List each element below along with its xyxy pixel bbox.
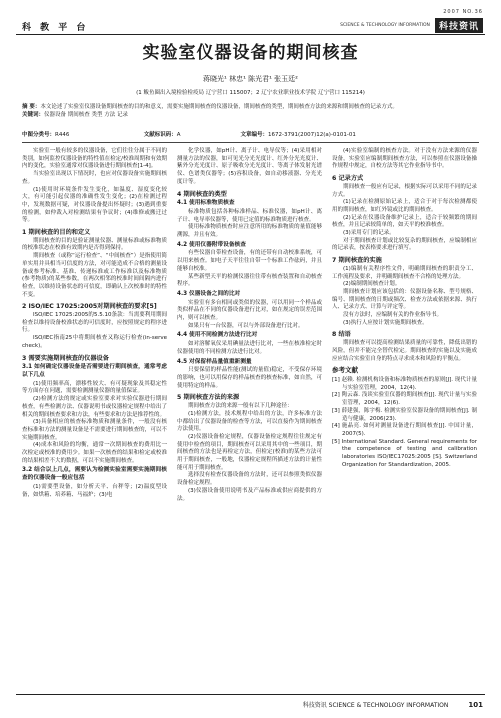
paragraph: (2)编制期间核查计划。 — [343, 281, 401, 288]
section-heading: 6 记录方式 — [332, 175, 364, 183]
paragraph: (2)记录在仪器设备维护记录上，适合于较频繁的期间核查，并且记录较简单的，如天平的校准核查。 — [332, 214, 477, 229]
footer-magazine: 科技资讯 SCIENCE & TECHNOLOGY INFORMATION — [302, 702, 449, 709]
paragraph: 期间核查（或称“运行检查”、“中间核查”）是指使用简单实用并具相当可信度的方法，对可能造成不合格的测量设备或参考标准、基准、传递标准或工作标准以及标准物质(参考物质)的某些参数，在两次相邻的校准时间间隔内进行检查，以维持设备状态的可信度，即确认上次校准时的特性不变。 — [22, 253, 167, 298]
paragraph: (4)实验室编制的核查方法。对于没有方法来源的仪器设备，实验室应编制期间核查方法，可以参照在仪器设备操作规程中规定，自校方法等其它作业指导书中。 — [332, 148, 477, 170]
subsection-heading: 4.4 使用不同检测方法进行比对 — [177, 332, 258, 339]
keywords-text: 仪器设备 期间核查 类型 方法 记录 — [44, 111, 129, 118]
subsection-heading: 4.3 仪器设备之间的比对 — [177, 290, 241, 297]
section-heading: 1 期间核查的目的和定义 — [22, 229, 91, 237]
reference-item: [1] 赵赖. 检测机构设备和标准物质核查的原则[J]. 现代计量与实验室管理，2004，12(4). — [332, 376, 477, 391]
article-no-value: 1672-3791(2007)12(a)-0101-01 — [268, 132, 356, 138]
keywords — [22, 112, 479, 120]
paragraph: 期间核查的目的是验证测量仪器、测量标准或标准物质的校准状态在校准有效期内是否得到保持。 — [22, 237, 167, 252]
section-heading: 3 需要实施期间核查的仪器设备 — [22, 354, 109, 362]
brand-badge: 科技资讯 — [435, 18, 483, 33]
reference-item: [4] 施晶亮. 如何对测量设备进行期间核查[J]. 中国计量，2007(5). — [332, 423, 477, 437]
article-title: 实验室仪器设备的期间核查 — [142, 43, 359, 63]
reference-item: [5] International Standard. General requirements for the competence of testing and calibration laboratories ISO/IEC17025:2005 [S]. Switzerland Organization for Standardization, 2005. — [332, 438, 477, 468]
paragraph: (3)执行人应按计划实施期间核查。 — [343, 319, 428, 326]
paragraph: 有些仪器自带检查设备，有的还带有自动校准系统，可以用来核查。如电子天平往往自带一个标准工作砝码，并且能够自校准。 — [177, 250, 322, 272]
section-label: 科 教 平 台 — [22, 23, 89, 33]
header-rule — [16, 34, 485, 35]
paragraph: ISO/IEC指南25中将期间核查又称运行检查(in-serve check)。 — [22, 335, 167, 349]
paragraph: (1)需要型设备，如分析天平、台秤等；(2)温度型设备，如烘箱、培养箱、马福炉；(3)电 — [22, 483, 167, 498]
section-heading: 5 期间核查方法的来源 — [177, 394, 240, 402]
keywords-label: 关键词： — [22, 111, 45, 118]
issue-number: 2007 NO.36 — [443, 9, 483, 15]
abstract-label: 摘 要： — [22, 104, 41, 110]
paragraph: (1)使用频率高，漂移性较大、有可疑现象及其稳定性等方面存在问题，需要检测测量仪器的量值保证。 — [22, 380, 167, 395]
paragraph: 如果只有一台仪器，可以与外部设备进行比对。 — [188, 322, 304, 329]
footer-rule — [16, 694, 485, 695]
masthead — [340, 9, 483, 34]
article-no-label: 文章编号： — [240, 132, 269, 138]
subsection-heading: 4.2 使用仪器附带设备核查 — [177, 241, 246, 248]
paragraph: 只要保留的样品性能(测试的量值)稳定，不受保存环境的影响，也可以用保存的样品核查的核查标准，如自然，可使用特定的样品。 — [177, 367, 322, 389]
paragraph: (1)记录在检测原始记录上，适合于对于每次检测都使用的期间核查，如红外镜或比的期间核查。 — [332, 199, 477, 213]
abstract — [22, 104, 479, 112]
paragraph: 某些新型天平的检测仪器往往带有核查装置和自动核查程序。 — [177, 273, 322, 288]
clc-value: R446 — [55, 132, 70, 138]
subsection-heading: 3.1 如何确定仪器设备是否需要进行期间核查，通常考虑以下几点 — [22, 364, 167, 378]
subsection-heading: 3.2 结合以上几点，需要认为检测实验室需要实施期间核查的仪器设备一般应包括 — [22, 467, 167, 482]
paragraph: (4)成本和风险的均衡，通常一次期间核查的费用比一次检定或校准的费用少。如果一次核查的结果和检定或校准的结果相差不大的数据，可以不实施期间核查。 — [22, 442, 167, 464]
paragraph: 化学仪器，如pH计、离子计、电导仪等；(4)采用相对测量方法的仪器，如可见光分光光度计、红外分光光度计、紫外分光光度计、原子吸收分光光度计、等离子体发射光谱仪、色谱类仪器等；(5)容积设备，如自动移液器、分光光度计等。 — [177, 148, 322, 185]
paragraph: 当实验室出现以下情况时，也应对仪器设备实施期间核查。 — [22, 171, 167, 185]
paragraph: (3)仪器设备使用说明书及产品标准或供应商提供的方法。 — [177, 487, 322, 502]
clc-label: 中图分类号： — [22, 132, 56, 138]
paragraph: 实验室有多台相同或类似的仪器，可以用同一个样品或类似样品在不同的仪器设备进行比对，如在规定的误差范围内，则可以核查。 — [177, 299, 322, 322]
paragraph: 没有方法时，应编制有关的作业指导书。 — [343, 312, 443, 319]
paragraph: 期间核查一般应有记录，根据实际可以采用不同的记录方式。 — [332, 183, 477, 198]
paragraph: 标准物质包括各种标准样品、标准仪器，如pH计、离子计、电导率仪器等，使用已定值的标准物质进行核查。 — [177, 208, 322, 223]
paragraph: ISO/IEC 17025:2005的5.5.10条款：当需要利用期间检查以维持设备校准状态的可信度时，应按照规定的程序进行。 — [22, 312, 167, 334]
doc-code-value: A — [176, 132, 181, 138]
paragraph: (1)检测方法，技术规程中给出的方法，许多标准方法中都给出了仪器设备的检查等方法，可以直接作为期间核查方法使用。 — [177, 410, 322, 433]
paragraph: 期间核查方法的来源一般有以下几种途径： — [188, 403, 293, 410]
paragraph: (2)检测方法的规定或实验室要求对实验仪器进行期间核查，有些检测方法、仪器说明书或仪器检定规程中给出了相关的期间核查要求和方法，有些要求和方法是推荐性的。 — [22, 396, 167, 418]
paragraph: (3)采用专门的记录。 — [343, 230, 395, 237]
paragraph: (1)编制有关程序性文件，明确期间核查的职责分工、工作流程及要求，并明确期间核查不合格的处理方法。 — [332, 265, 477, 280]
reference-item: [2] 陶云森. 浅谈实验室仪器的期间核查[J]. 现代计量与实验室管理，2004，12(6). — [332, 392, 477, 407]
abstract-rule — [22, 142, 479, 143]
magazine-name: SCIENCE & TECHNOLOGY INFORMATION — [340, 23, 430, 28]
subsection-heading: 4.1 使用标准物质核查 — [177, 200, 235, 207]
paragraph: (2)仪器设备检定规程，仪器设备检定规程往往规定有使用中检查的项目，期间核查可以采用其中的一些项目，期间核查的方法也是再检定方法，但检定(校准)的某些方法可用于期间核查，一般地，仪器检定规程所描述方法的计量性能可用于期间核查。 — [177, 433, 322, 471]
abstract-block — [22, 104, 479, 119]
abstract-text: 本文论述了实验室仪器设备期间核查的目的和意义，需要实施期间核查的仪器设备，期间核查的类型，期间核查方法的来源和期间核查的记录方式。 — [40, 104, 398, 110]
classification-row — [22, 130, 479, 138]
paragraph: 选择没有检查仪器设备的方法时，还可以参照类似仪器设备检定规程。 — [177, 472, 322, 487]
paragraph: (1)使用时环境条件发生变化，如温度、湿度变化较大，有可能引起仪器的准确性发生变化；(2)在检测过程中，发现数据可疑，对仪器设备提出怀疑时；(3)遇到重要的检测，如仲裁入对检测结果有争议时；(4)维修或搬迁过等。 — [22, 186, 167, 224]
doc-code-label: 文献标识码： — [143, 132, 177, 138]
paragraph: 期间核查计划应该包括的：仪器设备名称、型号规格、编号、期间核查的日期或频次、检查方法或依据来源、执行人、记录方式、计算与评定等。 — [332, 288, 477, 311]
column-1 — [22, 148, 167, 499]
paragraph: 如对溶解氧仪采用碘量法进行比对，一些在核准检定时仪器使用的不同检测方法进行比对。 — [177, 341, 322, 355]
section-heading: 4 期间核查的类型 — [177, 190, 227, 198]
authors: 蒋晓光¹ 林忠¹ 陈光君¹ 张玉廷² — [203, 75, 298, 83]
section-heading: 8 结语 — [332, 331, 351, 339]
paragraph: 期间核查可以提高检测结果质量的可靠性，降低出错的风险，但并不能完全替代检定。期间核查的实施以及实施成应应结合实验室自身的特点寻求成本和风险的平衡点。 — [332, 340, 477, 362]
paragraph: (3)具备相应的核查标准物质和测量条件，一般没有核查标准和方法的测量设备是不需要进行期间核查的，可以不实施期间核查。 — [22, 419, 167, 441]
section-heading: 7 期间核查的实施 — [332, 257, 382, 265]
reference-item: [3] 薛建强，陈宇梅. 检测实验室仪器设备的期间核查[J]. 制造与健康，2006(23). — [332, 407, 477, 422]
column-2 — [177, 148, 322, 503]
column-3 — [332, 148, 477, 469]
paragraph: 使用标准物质核查时应注意所用的标准物质的量值能够溯源，并且有效。 — [177, 224, 322, 239]
section-heading: 2 ISO/IEC 17025:2005对期间核查的要求[5] — [22, 303, 157, 311]
references-heading: 参考文献 — [332, 366, 358, 375]
paragraph: 对于期间核查计划或比较复杂的期间核查，应编制相应的记录表，按表格要求进行填写。 — [332, 237, 477, 252]
affiliation: (1 鲅鱼圈出入境检验检疫局 辽宁营口 115007；2 辽宁农业职业技术学院 辽宁营口 115214) — [136, 90, 365, 96]
footer — [303, 700, 483, 709]
paragraph: 实验室一般有较多的仪器设备，它们往往分属于不同的类别，如何监控仪器设备的特性值在检定/校准周期和有效期内的变化，实验室通常对仪器设备进行期间核查[1-4]。 — [22, 148, 167, 170]
subsection-heading: 4.5 对保留样品量值重新测量 — [177, 358, 252, 365]
page-number: 101 — [468, 701, 483, 709]
